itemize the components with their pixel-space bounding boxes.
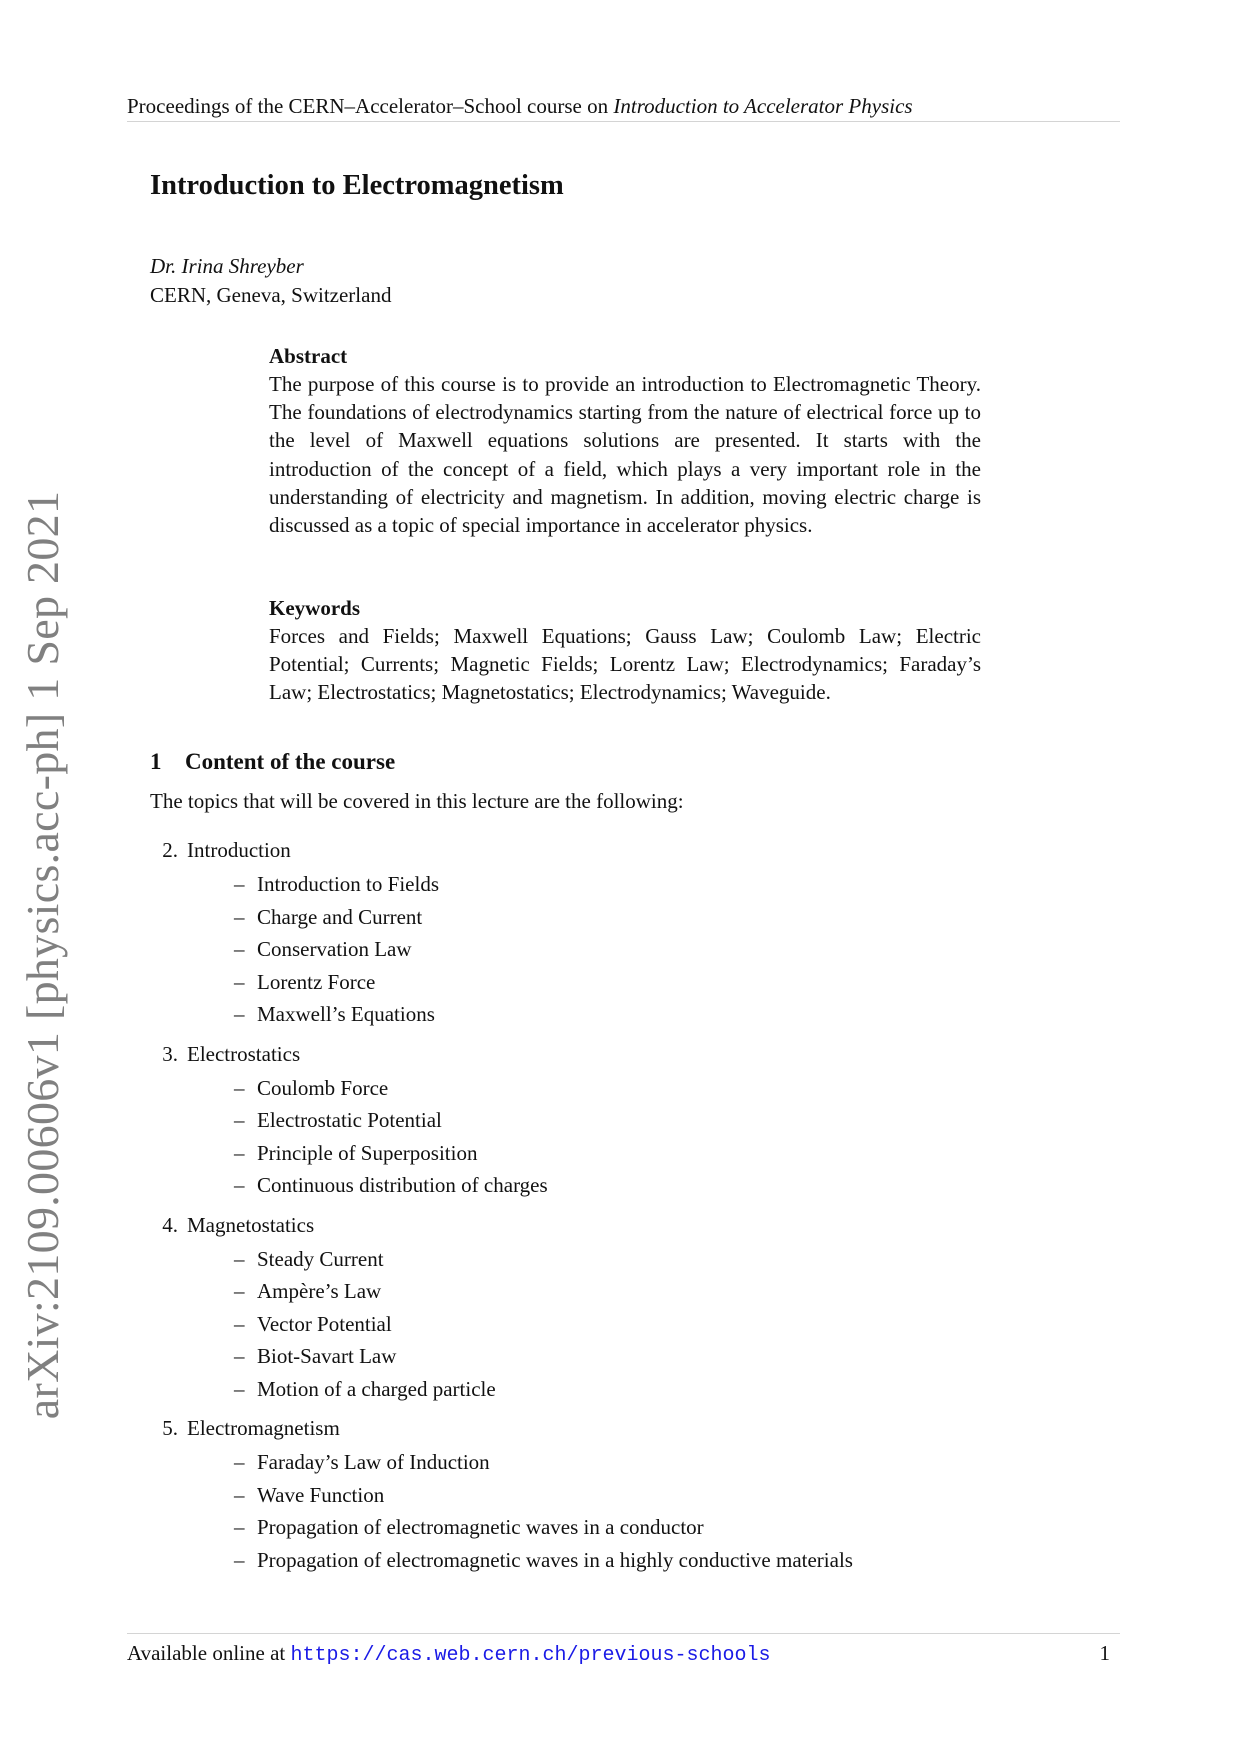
running-head-course: Introduction to Accelerator Physics xyxy=(613,94,913,118)
dash-bullet: – xyxy=(234,872,245,896)
topic-label: Magnetostatics xyxy=(187,1212,315,1237)
subtopic-item xyxy=(150,1479,853,1512)
dash-bullet: – xyxy=(234,969,245,994)
subtopic-label: Wave Function xyxy=(257,1482,385,1507)
dash-bullet: – xyxy=(234,1279,245,1303)
topic-item xyxy=(150,1211,853,1406)
dash-bullet: – xyxy=(234,937,245,961)
subtopic-label: Ampère’s Law xyxy=(257,1279,382,1303)
subtopic-list xyxy=(150,1072,853,1202)
topic-number: 4. xyxy=(162,1212,178,1237)
dash-bullet: – xyxy=(234,1482,245,1507)
keywords-heading: Keywords xyxy=(269,596,360,620)
abstract-text: The purpose of this course is to provide an introduction to Electromagnetic Theory. The foundations of electrodynamics starting from the nature of electrical force up to the level of Maxwell equations solutions are presented. It starts with the introduction of the concept of a field, which plays a very important role in the understanding of electricity and magnetism. In addition, moving electric charge is discussed as a topic of special importance in accelerator physics. xyxy=(269,372,981,538)
dash-bullet: – xyxy=(234,1108,245,1132)
topic-number: 5. xyxy=(162,1416,178,1440)
topic-label: Introduction xyxy=(187,838,291,862)
dash-bullet: – xyxy=(234,1515,245,1539)
subtopic-label: Propagation of electromagnetic waves in a highly conductive materials xyxy=(257,1547,853,1572)
keywords-block xyxy=(269,594,981,707)
subtopic-label: Lorentz Force xyxy=(257,969,376,994)
section-intro: The topics that will be covered in this lecture are the following: xyxy=(150,789,684,813)
subtopic-label: Maxwell’s Equations xyxy=(257,1002,435,1026)
topic-heading xyxy=(150,836,853,864)
subtopic-label: Vector Potential xyxy=(257,1311,392,1336)
subtopic-label: Conservation Law xyxy=(257,937,412,961)
subtopic-label: Charge and Current xyxy=(257,904,423,929)
subtopic-label: Coulomb Force xyxy=(257,1075,389,1100)
section-number: 1 xyxy=(150,749,162,774)
subtopic-item xyxy=(150,1243,853,1276)
topic-number: 3. xyxy=(162,1041,178,1066)
subtopic-item xyxy=(150,966,853,999)
subtopic-label: Faraday’s Law of Induction xyxy=(257,1450,490,1474)
dash-bullet: – xyxy=(234,1173,245,1197)
arxiv-side-stamp: arXiv:2109.00606v1 [physics.acc-ph] 1 Sep 2021 xyxy=(17,490,68,1420)
subtopic-label: Introduction to Fields xyxy=(257,872,439,896)
dash-bullet: – xyxy=(234,1547,245,1572)
subtopic-item xyxy=(150,1104,853,1137)
subtopic-item xyxy=(150,1169,853,1202)
subtopic-label: Electrostatic Potential xyxy=(257,1108,442,1132)
subtopic-item xyxy=(150,1072,853,1105)
dash-bullet: – xyxy=(234,1075,245,1100)
subtopic-label: Propagation of electromagnetic waves in a conductor xyxy=(257,1515,704,1539)
topic-heading xyxy=(150,1414,853,1442)
dash-bullet: – xyxy=(234,1002,245,1026)
subtopic-item xyxy=(150,901,853,934)
topic-label: Electrostatics xyxy=(187,1041,301,1066)
dash-bullet: – xyxy=(234,1450,245,1474)
subtopic-item xyxy=(150,1137,853,1170)
page-footer xyxy=(127,1639,1120,1670)
running-head xyxy=(127,92,1120,120)
subtopic-item xyxy=(150,1511,853,1544)
subtopic-list xyxy=(150,1446,853,1576)
running-head-prefix: Proceedings of the CERN–Accelerator–School course on xyxy=(127,94,614,118)
subtopic-label: Continuous distribution of charges xyxy=(257,1173,548,1197)
dash-bullet: – xyxy=(234,1140,245,1165)
dash-bullet: – xyxy=(234,1246,245,1271)
topic-item xyxy=(150,1414,853,1576)
dash-bullet: – xyxy=(234,904,245,929)
topic-heading xyxy=(150,1211,853,1239)
abstract-block xyxy=(269,342,981,539)
subtopic-item xyxy=(150,1275,853,1308)
subtopic-item xyxy=(150,933,853,966)
abstract-heading: Abstract xyxy=(269,344,348,368)
header-rule xyxy=(127,121,1120,122)
keywords-text: Forces and Fields; Maxwell Equations; Gauss Law; Coulomb Law; Electric Potential; Currents; Magnetic Fields; Lorentz Law; Electrodynamics; Faraday’s Law; Electrostatics; Magnetostatics; Electrodynamics; Waveguide. xyxy=(269,624,981,705)
subtopic-label: Steady Current xyxy=(257,1246,384,1271)
subtopic-item xyxy=(150,868,853,901)
subtopic-label: Biot-Savart Law xyxy=(257,1344,397,1368)
subtopic-label: Principle of Superposition xyxy=(257,1140,478,1165)
author-affiliation: CERN, Geneva, Switzerland xyxy=(150,283,392,307)
topic-heading xyxy=(150,1040,853,1068)
topic-item xyxy=(150,1040,853,1202)
topic-label: Electromagnetism xyxy=(187,1416,340,1440)
dash-bullet: – xyxy=(234,1344,245,1368)
subtopic-list xyxy=(150,1243,853,1406)
topic-list xyxy=(150,836,853,1585)
dash-bullet: – xyxy=(234,1311,245,1336)
subtopic-item xyxy=(150,1544,853,1577)
footer-prefix: Available online at xyxy=(127,1641,291,1665)
subtopic-list xyxy=(150,868,853,1031)
footer-rule xyxy=(127,1633,1120,1634)
topic-item xyxy=(150,836,853,1031)
author-name: Dr. Irina Shreyber xyxy=(150,254,304,278)
subtopic-item xyxy=(150,1446,853,1479)
paper-title: Introduction to Electromagnetism xyxy=(150,170,564,201)
page-number: 1 xyxy=(1099,1641,1110,1665)
subtopic-item xyxy=(150,998,853,1031)
subtopic-label: Motion of a charged particle xyxy=(257,1376,496,1401)
subtopic-item xyxy=(150,1308,853,1341)
subtopic-item xyxy=(150,1340,853,1373)
dash-bullet: – xyxy=(234,1376,245,1401)
topic-number: 2. xyxy=(162,838,178,862)
subtopic-item xyxy=(150,1373,853,1406)
schools-link[interactable]: https://cas.web.cern.ch/previous-schools xyxy=(290,1644,771,1667)
section-title: Content of the course xyxy=(185,749,396,774)
section-heading xyxy=(150,747,395,777)
